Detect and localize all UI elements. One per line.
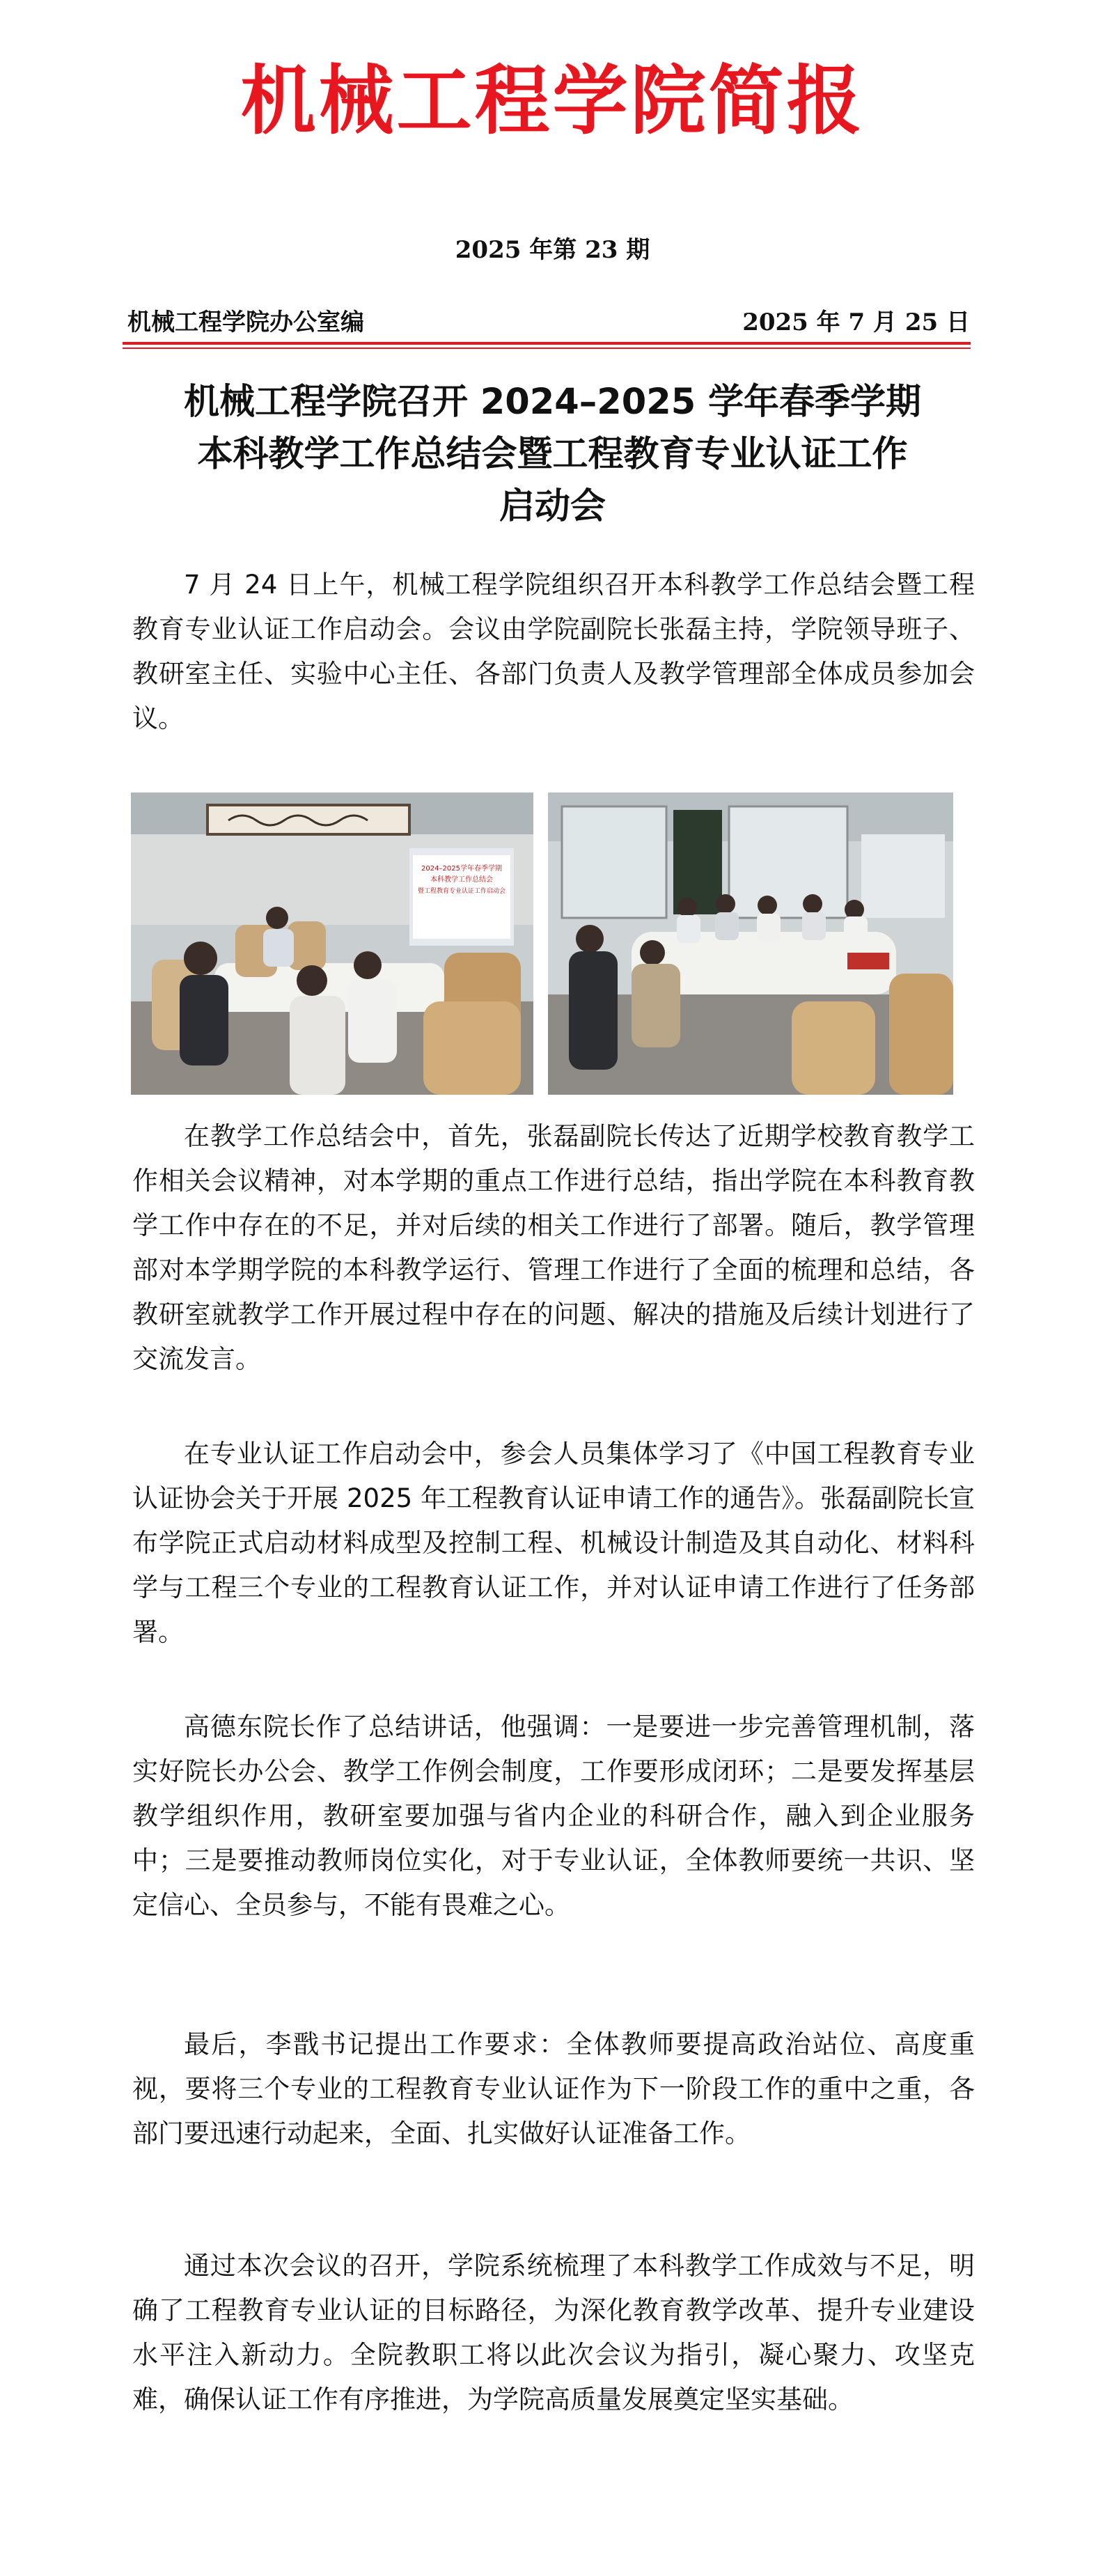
banner-text: 本科教学工作总结会 <box>430 876 493 884</box>
article-paragraph: 高德东院长作了总结讲话，他强调：一是要进一步完善管理机制，落实好院长办公会、教学工作例会制度，工作要形成闭环；二是要发挥基层教学组织作用，教研室要加强与省内企业的科研合作，融入到企业服务中；三是要推动教师岗位实化，对于专业认证，全体教师要统一共识、坚定信心、全员参与，不能有畏难之心。 <box>132 1712 975 1920</box>
header-rule-thick <box>123 342 971 345</box>
article-paragraph: 最后，李戬书记提出工作要求：全体教师要提高政治站位、高度重视，要将三个专业的工程教育专业认证作为下一阶段工作的重中之重，各部门要迅速行动起来，全面、扎实做好认证准备工作。 <box>132 2029 975 2148</box>
article-paragraph: 在教学工作总结会中，首先，张磊副院长传达了近期学校教育教学工作相关会议精神，对本学期的重点工作进行总结，指出学院在本科教育教学工作中存在的不足，并对后续的相关工作进行了部署。随后，教学管理部对本学期学院的本科教学运行、管理工作进行了全面的梳理和总结，各教研室就教学工作开展过程中存在的问题、解决的措施及后续计划进行了交流发言。 <box>132 1121 975 1374</box>
headline-line: 启动会 <box>499 486 606 527</box>
banner-text: 2024–2025学年春季学期 <box>421 865 502 873</box>
header-rule-thin <box>123 348 971 349</box>
banner-text: 暨工程教育专业认证工作启动会 <box>417 888 506 895</box>
issue-number: 2025 年第 23 期 <box>455 236 650 264</box>
meeting-photo-right <box>548 793 953 1095</box>
article-paragraph: 通过本次会议的召开，学院系统梳理了本科教学工作成效与不足，明确了工程教育专业认证的目标路径，为深化教育教学改革、提升专业建设水平注入新动力。全院教职工将以此次会议为指引，凝心聚力、攻坚克难，确保认证工作有序推进，为学院高质量发展奠定坚实基础。 <box>132 2251 975 2414</box>
meeting-photo-left <box>131 793 533 1095</box>
headline-line: 本科教学工作总结会暨工程教育专业认证工作 <box>197 434 908 475</box>
publish-date: 2025 年 7 月 25 日 <box>742 309 970 336</box>
article-paragraph: 7 月 24 日上午，机械工程学院组织召开本科教学工作总结会暨工程教育专业认证工作启动会。会议由学院副院长张磊主持，学院领导班子、教研室主任、实验中心主任、各部门负责人及教学管理部全体成员参加会议。 <box>132 570 975 733</box>
editor-label: 机械工程学院办公室编 <box>127 309 364 336</box>
article-headline <box>125 376 980 533</box>
article-paragraph: 在专业认证工作启动会中，参会人员集体学习了《中国工程教育专业认证协会关于开展 2025 年工程教育认证申请工作的通告》。张磊副院长宣布学院正式启动材料成型及控制工程、机械设计制造及其自动化、材料科学与工程三个专业的工程教育认证工作，并对认证申请工作进行了任务部署。 <box>132 1439 975 1647</box>
masthead-title: 机械工程学院简报 <box>240 58 865 145</box>
headline-line: 机械工程学院召开 2024–2025 学年春季学期 <box>184 382 921 423</box>
